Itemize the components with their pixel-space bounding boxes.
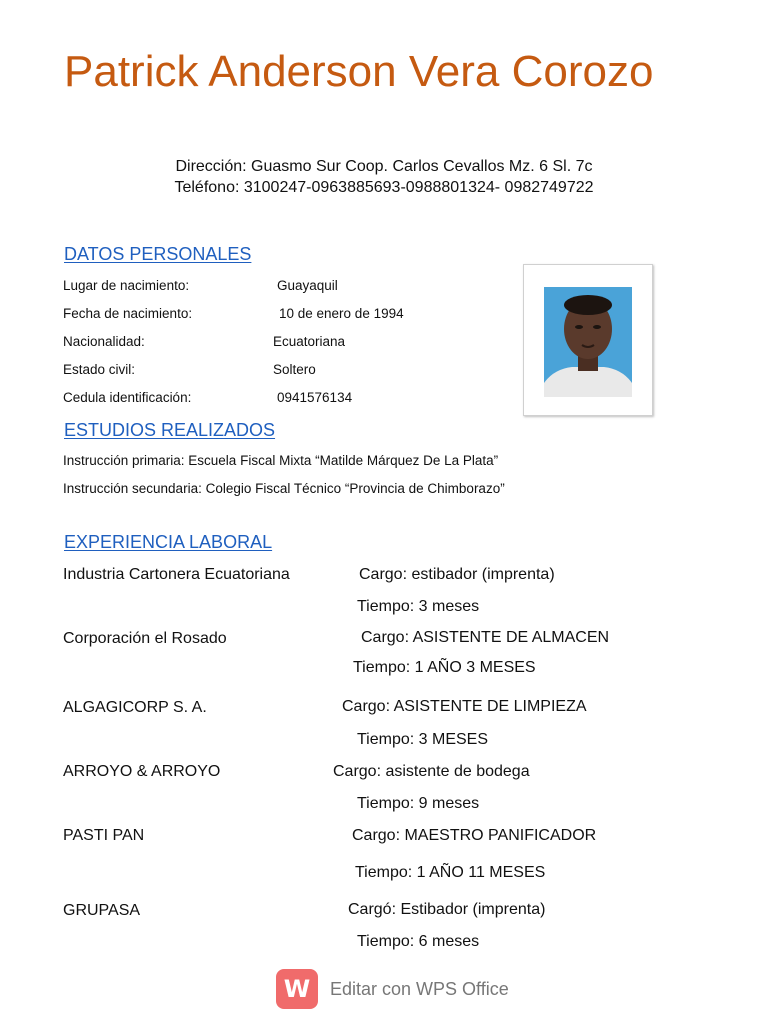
job-company: Industria Cartonera Ecuatoriana bbox=[63, 566, 290, 583]
job-time: Tiempo: 1 AÑO 3 MESES bbox=[353, 659, 536, 676]
profile-photo-frame bbox=[523, 264, 653, 416]
study-item: Instrucción primaria: Escuela Fiscal Mixta “Matilde Márquez De La Plata” bbox=[63, 453, 499, 468]
wps-label: Editar con WPS Office bbox=[330, 978, 509, 999]
address-line: Dirección: Guasmo Sur Coop. Carlos Cevallos Mz. 6 Sl. 7c bbox=[175, 158, 593, 175]
person-silhouette-icon bbox=[544, 287, 632, 397]
personal-value: Guayaquil bbox=[277, 278, 338, 293]
study-item: Instrucción secundaria: Colegio Fiscal Técnico “Provincia de Chimborazo” bbox=[63, 481, 505, 496]
candidate-name: Patrick Anderson Vera Corozo bbox=[64, 47, 654, 96]
job-time: Tiempo: 1 AÑO 11 MESES bbox=[355, 864, 546, 881]
section-title-personal: DATOS PERSONALES bbox=[64, 244, 252, 264]
job-time: Tiempo: 6 meses bbox=[357, 933, 480, 950]
job-time: Tiempo: 3 MESES bbox=[357, 731, 489, 748]
personal-value: 10 de enero de 1994 bbox=[279, 306, 404, 321]
job-role: Cargo: ASISTENTE DE ALMACEN bbox=[361, 629, 610, 646]
job-role: Cargo: estibador (imprenta) bbox=[359, 566, 555, 583]
personal-value: 0941576134 bbox=[277, 390, 353, 405]
job-role: Cargo: asistente de bodega bbox=[333, 763, 530, 780]
job-role: Cargó: Estibador (imprenta) bbox=[348, 901, 546, 918]
job-time: Tiempo: 9 meses bbox=[357, 795, 480, 812]
edit-with-wps-button[interactable] bbox=[276, 968, 509, 1010]
section-title-studies: ESTUDIOS REALIZADOS bbox=[64, 420, 276, 440]
section-title-experience: EXPERIENCIA LABORAL bbox=[64, 532, 273, 552]
personal-label: Estado civil: bbox=[63, 362, 136, 377]
personal-label: Cedula identificación: bbox=[63, 390, 192, 405]
personal-label: Lugar de nacimiento: bbox=[63, 278, 190, 293]
job-company: GRUPASA bbox=[63, 902, 141, 919]
personal-value: Soltero bbox=[273, 362, 316, 377]
job-time: Tiempo: 3 meses bbox=[357, 598, 480, 615]
profile-photo bbox=[544, 287, 632, 397]
job-role: Cargo: MAESTRO PANIFICADOR bbox=[352, 827, 597, 844]
wps-logo-icon: W bbox=[276, 969, 318, 1009]
job-company: PASTI PAN bbox=[63, 827, 145, 844]
personal-value: Ecuatoriana bbox=[273, 334, 346, 349]
personal-label: Nacionalidad: bbox=[63, 334, 145, 349]
phone-line: Teléfono: 3100247-0963885693-0988801324- 0982749722 bbox=[174, 179, 594, 196]
job-company: ARROYO & ARROYO bbox=[63, 763, 221, 780]
job-company: Corporación el Rosado bbox=[63, 630, 227, 647]
personal-label: Fecha de nacimiento: bbox=[63, 306, 193, 321]
job-company: ALGAGICORP S. A. bbox=[63, 699, 207, 716]
job-role: Cargo: ASISTENTE DE LIMPIEZA bbox=[342, 698, 587, 715]
